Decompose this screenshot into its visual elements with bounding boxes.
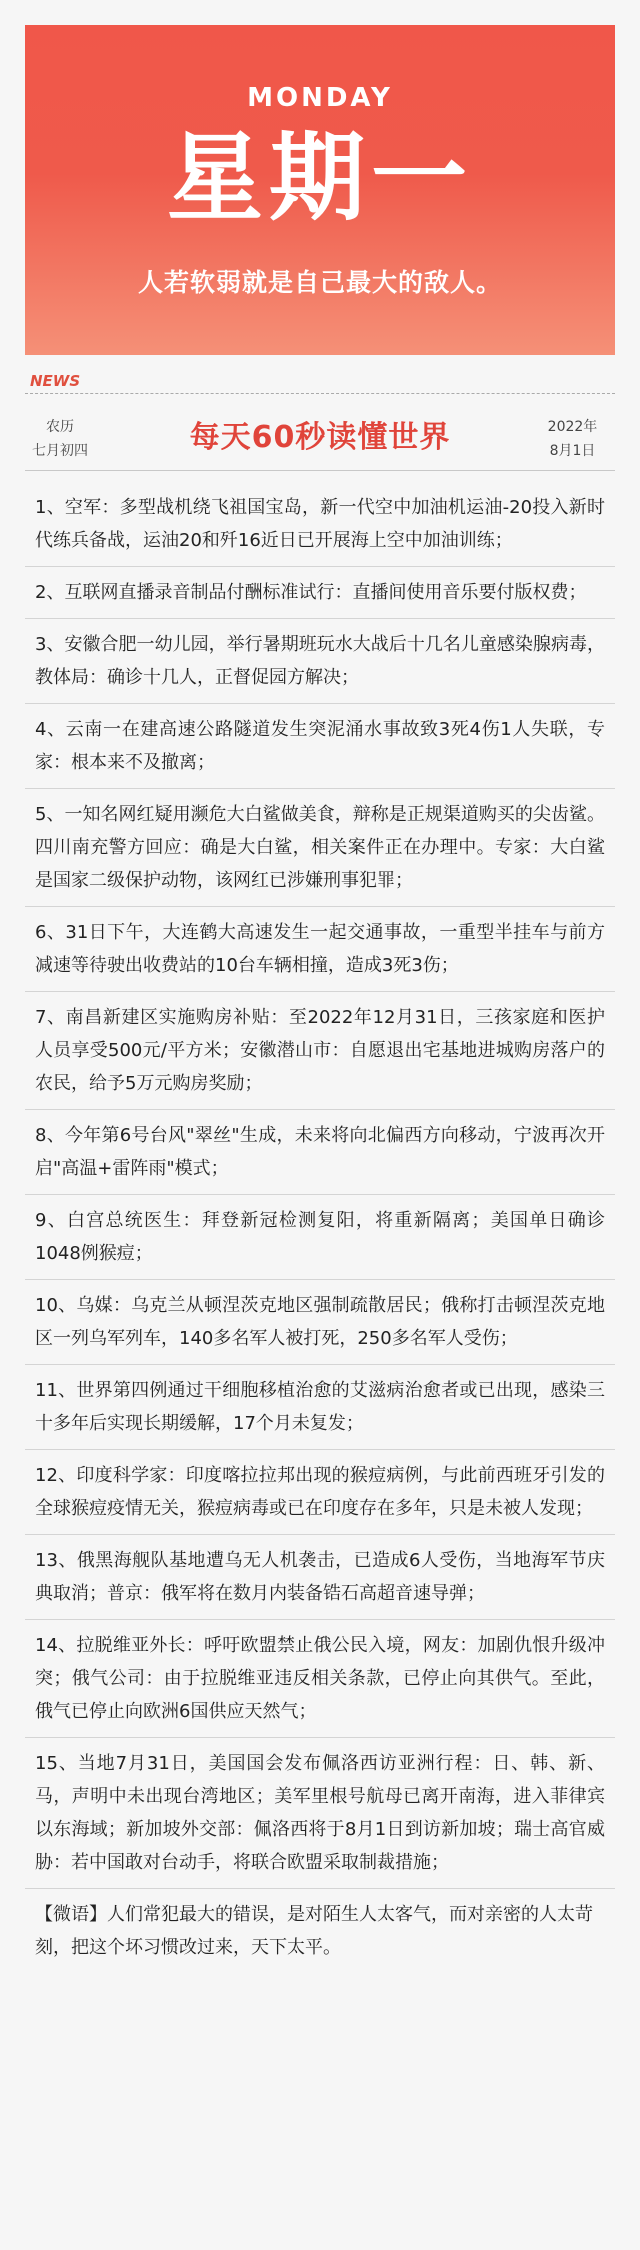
date-year: 2022年 [547, 419, 598, 435]
news-item: 14、拉脱维亚外长：呼吁欧盟禁止俄公民入境，网友：加剧仇恨升级冲突；俄气公司：由于拉脱维亚违反相关条款，已停止向其供气。至此，俄气已停止向欧洲6国供应天然气； [25, 1620, 615, 1738]
news-tag: NEWS [30, 372, 81, 390]
news-item: 9、白宫总统医生：拜登新冠检测复阳，将重新隔离；美国单日确诊1048例猴痘； [25, 1195, 615, 1280]
page-title: 每天60秒读懂世界 [189, 420, 451, 455]
news-item: 2、互联网直播录音制品付酬标准试行：直播间使用音乐要付版权费； [25, 567, 615, 619]
lunar-label: 农历 [46, 419, 74, 435]
news-item: 7、南昌新建区实施购房补贴：至2022年12月31日，三孩家庭和医护人员享受500元/平方米；安徽潜山市：自愿退出宅基地进城购房落户的农民，给予5万元购房奖励； [25, 992, 615, 1110]
news-item: 3、安徽合肥一幼儿园，举行暑期班玩水大战后十几名儿童感染腺病毒，教体局：确诊十几人，正督促园方解决； [25, 619, 615, 704]
weekday-chinese: 星期一 [167, 122, 473, 234]
news-item: 15、当地7月31日，美国国会发布佩洛西访亚洲行程：日、韩、新、马，声明中未出现台湾地区；美军里根号航母已离开南海，进入菲律宾以东海域；新加坡外交部：佩洛西将于8月1日到访新加坡；瑞士高官威胁：若中国敢对台动手，将联合欧盟采取制裁措施； [25, 1738, 615, 1889]
news-item: 13、俄黑海舰队基地遭乌无人机袭击，已造成6人受伤，当地海军节庆典取消；普京：俄军将在数月内装备锆石高超音速导弹； [25, 1535, 615, 1620]
news-item: 8、今年第6号台风"翠丝"生成，未来将向北偏西方向移动，宁波再次开启"高温+雷阵雨"模式； [25, 1110, 615, 1195]
weekday-english: MONDAY [247, 83, 393, 113]
news-item: 4、云南一在建高速公路隧道发生突泥涌水事故致3死4伤1人失联，专家：根本来不及撤离； [25, 704, 615, 789]
gregorian-date [535, 415, 610, 463]
divider [25, 393, 615, 394]
daily-quote: 【微语】人们常犯最大的错误，是对陌生人太客气，而对亲密的人太苛刻，把这个坏习惯改过来，天下太平。 [35, 1904, 593, 1958]
news-item: 11、世界第四例通过干细胞移植治愈的艾滋病治愈者或已出现，感染三十多年后实现长期缓解，17个月未复发； [25, 1365, 615, 1450]
news-item: 5、一知名网红疑用濒危大白鲨做美食，辩称是正规渠道购买的尖齿鲨。四川南充警方回应：确是大白鲨，相关案件正在办理中。专家：大白鲨是国家二级保护动物，该网红已涉嫌刑事犯罪； [25, 789, 615, 907]
news-item: 12、印度科学家：印度喀拉拉邦出现的猴痘病例，与此前西班牙引发的全球猴痘疫情无关，猴痘病毒或已在印度存在多年，只是未被人发现； [25, 1450, 615, 1535]
hero-banner [25, 25, 615, 355]
motto: 人若软弱就是自己最大的敌人。 [137, 268, 502, 297]
lunar-calendar [25, 415, 95, 463]
news-item: 6、31日下午，大连鹤大高速发生一起交通事故，一重型半挂车与前方减速等待驶出收费站的10台车辆相撞，造成3死3伤； [25, 907, 615, 992]
divider [25, 470, 615, 471]
news-item: 10、乌媒：乌克兰从顿涅茨克地区强制疏散居民；俄称打击顿涅茨克地区一列乌军列车，140多名军人被打死，250多名军人受伤； [25, 1280, 615, 1365]
news-item: 1、空军：多型战机绕飞祖国宝岛，新一代空中加油机运油-20投入新时代练兵备战，运油20和歼16近日已开展海上空中加油训练； [25, 482, 615, 567]
lunar-date: 七月初四 [32, 443, 88, 459]
date-day: 8月1日 [549, 443, 596, 459]
news-list [25, 482, 615, 1973]
